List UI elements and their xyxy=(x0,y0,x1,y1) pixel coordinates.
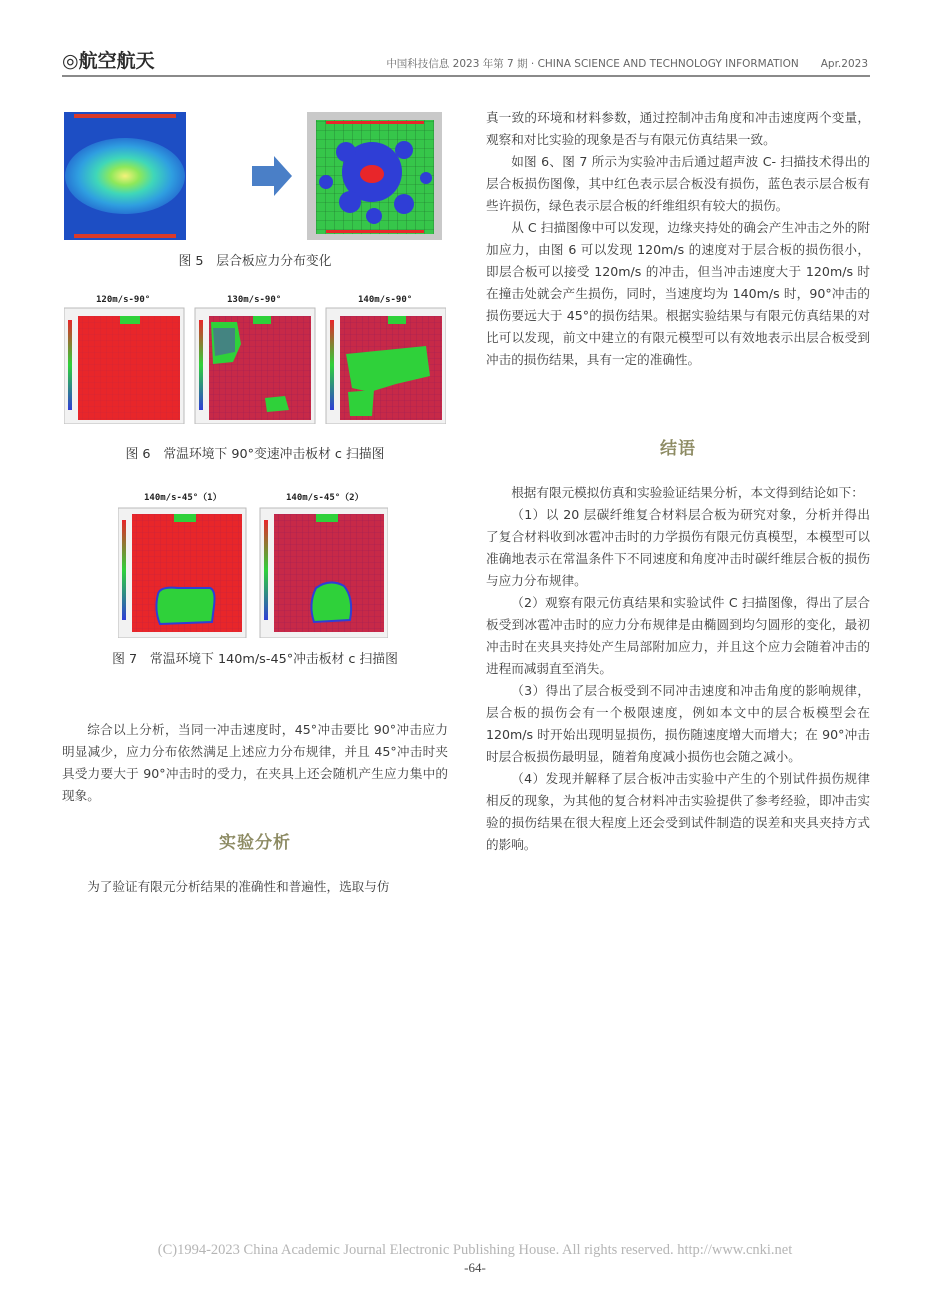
arrow-right-icon xyxy=(252,156,292,196)
left-column xyxy=(62,719,448,807)
figure-7-caption: 图 7 常温环境下 140m/s-45°冲击板材 c 扫描图 xyxy=(112,652,398,667)
paragraph: （2）观察有限元仿真结果和实验试件 C 扫描图像，得出了层合板受到冰雹冲击时的应力分布规律是由椭圆到均匀圆形的变化，最初冲击时在夹具夹持处产生局部附加应力，并且这个应力会随着冲击的进程而减弱直至消失。 xyxy=(486,595,870,676)
cscan-130-90 xyxy=(195,295,315,424)
cscan-140-90 xyxy=(326,295,446,424)
scan-label: 140m/s-45°（1） xyxy=(144,493,222,503)
scan-label: 140m/s-90° xyxy=(358,295,413,305)
section-label: ◎航空航天 xyxy=(62,50,155,72)
copyright-watermark: (C)1994-2023 China Academic Journal Electronic Publishing House. All rights reserved. http://www.cnki.net xyxy=(157,1242,793,1258)
paragraph: 从 C 扫描图像中可以发现，边缘夹持处的确会产生冲击之外的附加应力，由图 6 可以发现 120m/s 的速度对于层合板的损伤很小，即层合板可以接受 120m/s 的冲击，但当冲击速度大于 120m/s 时在撞击处就会产生损伤，同时，当速度均为 140m/s 时，90°冲击的损伤要远大于 45°的损伤结果。根据实验结果与有限元仿真结果的对比可以发现，前文中建立的有限元模型可以有效地表示出层合板受到冲击的损伤结果，具有一定的准确性。 xyxy=(486,220,870,367)
issue-date: Apr.2023 xyxy=(820,58,868,70)
figure-7 xyxy=(118,490,388,638)
left-column-end xyxy=(62,876,448,898)
cscan-140-45-2 xyxy=(260,492,388,638)
figure-6 xyxy=(64,292,446,424)
paragraph: 综合以上分析，当同一冲击速度时，45°冲击要比 90°冲击应力明显减少，应力分布依然满足上述应力分布规律，并且 45°冲击时夹具受力要大于 90°冲击时的受力，在夹具上还会随机产生应力集中的现象。 xyxy=(62,722,448,803)
right-column-conclusion xyxy=(486,482,870,856)
section-title-experiment: 实验分析 xyxy=(219,833,291,853)
scan-label: 130m/s-90° xyxy=(227,295,282,305)
figure-6-caption: 图 6 常温环境下 90°变速冲击板材 c 扫描图 xyxy=(125,447,385,462)
scan-label: 120m/s-90° xyxy=(96,295,151,305)
paragraph: 如图 6、图 7 所示为实验冲击后通过超声波 C- 扫描技术得出的层合板损伤图像，其中红色表示层合板没有损伤，蓝色表示层合板有些许损伤，绿色表示层合板的纤维组织有较大的损伤。 xyxy=(486,154,870,213)
paragraph: （4）发现并解释了层合板冲击实验中产生的个别试件损伤规律相反的现象，为其他的复合材料冲击实验提供了参考经验，即冲击实验的损伤结果在很大程度上还会受到试件制造的误差和夹具夹持方式的影响。 xyxy=(486,771,870,852)
figure-5-caption: 图 5 层合板应力分布变化 xyxy=(178,254,332,269)
figure-5 xyxy=(64,112,442,240)
cscan-120-90 xyxy=(64,295,184,424)
journal-name: 中国科技信息 2023 年第 7 期 · CHINA SCIENCE AND TECHNOLOGY INFORMATION xyxy=(386,58,799,70)
paragraph: 真一致的环境和材料参数，通过控制冲击角度和冲击速度两个变量，观察和对比实验的现象是否与有限元仿真结果一致。 xyxy=(486,110,870,147)
paragraph: （1）以 20 层碳纤维复合材料层合板为研究对象，分析并得出了复合材料收到冰雹冲击时的力学损伤有限元仿真模型，本模型可以准确地表示在常温条件下不同速度和角度冲击时碳纤维层合板的损伤与应力分布规律。 xyxy=(486,507,870,588)
cscan-140-45-1 xyxy=(118,492,246,638)
scan-label: 140m/s-45°（2） xyxy=(286,493,364,503)
fe-damage-map xyxy=(307,112,442,240)
header-rule xyxy=(62,75,870,77)
journal-header xyxy=(386,56,868,71)
fe-stress-map xyxy=(64,112,186,240)
right-column xyxy=(486,107,870,371)
paragraph: 为了验证有限元分析结果的准确性和普遍性，选取与仿 xyxy=(87,879,390,894)
page-number: -64- xyxy=(464,1260,486,1275)
paragraph: （3）得出了层合板受到不同冲击速度和冲击角度的影响规律，层合板的损伤会有一个极限速度，例如本文中的层合板模型会在 120m/s 时开始出现明显损伤，损伤随速度增大而增大；在 90°冲击时层合板损伤最明显，随着角度减小损伤也会随之减小。 xyxy=(486,683,870,764)
section-title-conclusion: 结语 xyxy=(660,439,696,459)
paragraph: 根据有限元模拟仿真和实验验证结果分析，本文得到结论如下： xyxy=(511,485,864,500)
